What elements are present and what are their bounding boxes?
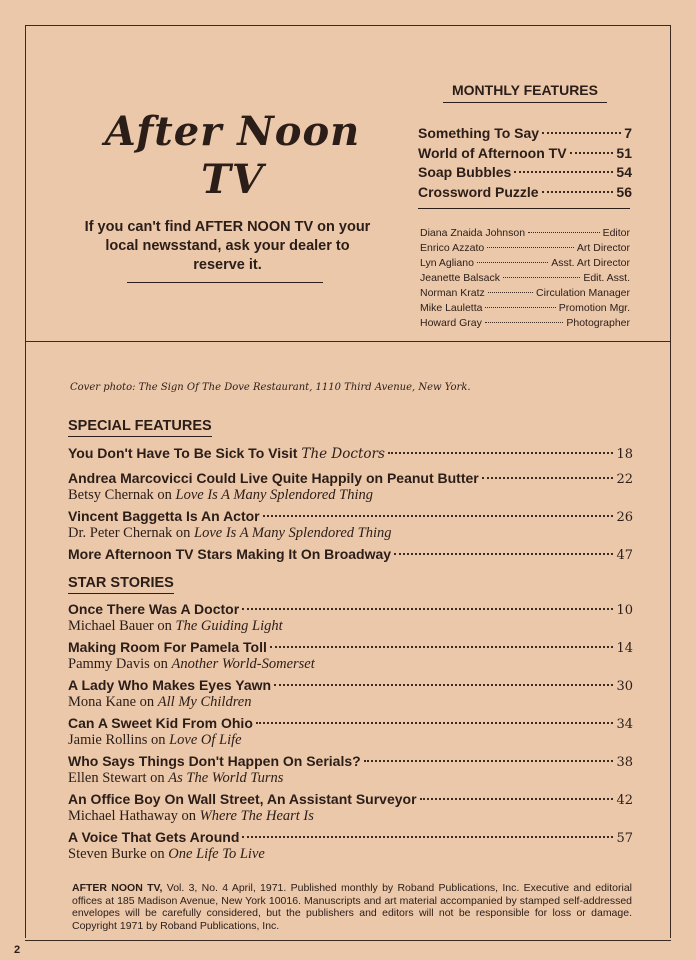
star-stories-list <box>68 600 633 866</box>
dot-leader <box>570 152 614 154</box>
staff-name: Norman Kratz <box>420 287 485 299</box>
staff-name: Diana Znaida Johnson <box>420 227 526 239</box>
entry-title: Who Says Things Don't Happen On Serials? <box>68 753 361 769</box>
logo-line2: TV <box>201 156 264 203</box>
cover-photo-credit: Cover photo: The Sign Of The Dove Restaurant, 1110 Third Avenue, New York. <box>70 382 471 393</box>
entry-byline <box>68 808 633 825</box>
entry-page: 54 <box>616 164 632 180</box>
dot-leader <box>485 322 564 323</box>
entry-title-row <box>68 600 633 618</box>
byline-author: Steven Burke on <box>68 846 165 862</box>
dot-leader <box>242 836 613 838</box>
special-features-list <box>68 444 633 570</box>
byline-author: Mona Kane on <box>68 694 155 710</box>
toc-entry <box>68 828 633 866</box>
rule <box>127 282 323 283</box>
entry-byline <box>68 732 633 749</box>
toc-entry <box>68 444 633 469</box>
dot-leader <box>364 760 614 762</box>
toc-entry <box>418 124 632 144</box>
entry-page: 56 <box>616 183 632 200</box>
entry-title: Crossword Puzzle <box>418 183 539 200</box>
entry-byline <box>68 694 633 711</box>
staff-role: Editor <box>602 227 630 239</box>
rule <box>418 208 630 209</box>
staff-name: Enrico Azzato <box>420 242 485 254</box>
dot-leader <box>242 608 613 610</box>
entry-title-row <box>68 469 633 487</box>
toc-entry <box>418 183 632 203</box>
toc-entry <box>418 163 632 183</box>
footer-rule <box>25 940 671 941</box>
staff-role: Promotion Mgr. <box>558 302 630 314</box>
entry-byline <box>68 846 633 863</box>
byline-author: Ellen Stewart on <box>68 770 165 786</box>
toc-entry <box>68 600 633 638</box>
staff-masthead <box>420 226 630 331</box>
entry-title: More Afternoon TV Stars Making It On Broadway <box>68 546 392 562</box>
entry-page: 57 <box>616 831 633 846</box>
star-stories-heading: STAR STORIES <box>68 575 174 594</box>
entry-title: You Don't Have To Be Sick To Visit <box>68 445 298 461</box>
byline-author: Pammy Davis on <box>68 656 168 672</box>
staff-row <box>420 256 630 271</box>
entry-title-row <box>68 507 633 525</box>
divider <box>25 341 671 342</box>
toc-entry <box>418 144 632 164</box>
staff-row <box>420 241 630 256</box>
byline-author: Betsy Chernak on <box>68 487 172 503</box>
reserve-notice: If you can't find AFTER NOON TV on your local newsstand, ask your dealer to reserve it. <box>84 219 371 273</box>
entry-title-row <box>68 790 633 808</box>
entry-page: 18 <box>616 447 633 462</box>
footer-title: AFTER NOON TV, <box>72 882 163 894</box>
byline-show: Love Is A Many Splendored Thing <box>194 525 392 541</box>
dot-leader <box>514 171 613 173</box>
toc-entry <box>68 469 633 507</box>
byline-show: Love Is A Many Splendored Thing <box>175 487 374 503</box>
dot-leader <box>482 477 614 479</box>
staff-role: Circulation Manager <box>536 287 630 299</box>
staff-role: Edit. Asst. <box>583 272 630 284</box>
byline-show: Where The Heart Is <box>199 808 314 824</box>
staff-row <box>420 286 630 301</box>
staff-name: Lyn Agliano <box>420 257 474 269</box>
logo-line1: After Noon <box>104 108 361 155</box>
page-number: 2 <box>14 944 21 956</box>
entry-page: 26 <box>616 510 633 525</box>
dot-leader <box>256 722 614 724</box>
entry-page: 14 <box>616 641 633 656</box>
byline-author: Dr. Peter Chernak on <box>68 525 191 541</box>
entry-title: Soap Bubbles <box>418 164 512 180</box>
entry-title-row <box>68 444 633 462</box>
toc-entry <box>68 790 633 828</box>
byline-author: Michael Bauer on <box>68 618 172 634</box>
staff-role: Asst. Art Director <box>551 257 630 269</box>
byline-show: The Guiding Light <box>175 618 283 634</box>
entry-title-italic: The Doctors <box>301 446 385 462</box>
staff-role: Art Director <box>576 242 630 254</box>
byline-author: Jamie Rollins on <box>68 732 166 748</box>
entry-page: 34 <box>616 717 633 732</box>
monthly-features-heading: MONTHLY FEATURES <box>443 82 607 103</box>
dot-leader <box>488 292 533 293</box>
entry-title-row <box>68 828 633 846</box>
staff-row <box>420 316 630 331</box>
entry-title: A Lady Who Makes Eyes Yawn <box>68 677 272 693</box>
toc-entry <box>68 714 633 752</box>
entry-title-row <box>68 545 633 563</box>
dot-leader <box>542 132 621 134</box>
entry-title-row <box>68 752 633 770</box>
staff-row <box>420 271 630 286</box>
entry-title: Making Room For Pamela Toll <box>68 639 267 655</box>
special-features-heading: SPECIAL FEATURES <box>68 418 212 437</box>
toc-entry <box>68 507 633 545</box>
dot-leader <box>270 646 614 648</box>
entry-byline <box>68 487 633 504</box>
entry-title-row <box>68 638 633 656</box>
entry-page: 51 <box>616 144 632 161</box>
entry-page: 38 <box>616 755 633 770</box>
staff-row <box>420 226 630 241</box>
staff-name: Mike Lauletta <box>420 302 483 314</box>
entry-page: 47 <box>616 548 633 563</box>
entry-byline <box>68 656 633 673</box>
dot-leader <box>485 307 555 308</box>
entry-page: 42 <box>616 793 633 808</box>
monthly-features-list <box>418 124 632 202</box>
dot-leader <box>477 262 548 263</box>
staff-role: Photographer <box>566 317 630 329</box>
dot-leader <box>528 232 599 233</box>
dot-leader <box>420 798 614 800</box>
toc-entry <box>68 752 633 790</box>
entry-page: 22 <box>616 472 633 487</box>
byline-show: All My Children <box>157 694 252 710</box>
entry-page: 10 <box>616 603 633 618</box>
dot-leader <box>274 684 613 686</box>
byline-show: Love Of Life <box>169 732 242 748</box>
staff-name: Jeanette Balsack <box>420 272 500 284</box>
dot-leader <box>487 247 574 248</box>
byline-show: Another World-Somerset <box>171 656 315 672</box>
entry-title: Once There Was A Doctor <box>68 601 240 617</box>
dot-leader <box>394 553 613 555</box>
magazine-logo <box>60 108 405 204</box>
dot-leader <box>263 515 614 517</box>
entry-title-row <box>68 714 633 732</box>
publication-info <box>72 882 632 933</box>
entry-title: Vincent Baggetta Is An Actor <box>68 508 260 524</box>
entry-title: Andrea Marcovicci Could Live Quite Happily on Peanut Butter <box>68 470 479 486</box>
dot-leader <box>542 191 614 193</box>
entry-title: Can A Sweet Kid From Ohio <box>68 715 253 731</box>
entry-title-row <box>68 676 633 694</box>
staff-name: Howard Gray <box>420 317 482 329</box>
dot-leader <box>503 277 580 278</box>
entry-title: An Office Boy On Wall Street, An Assistant Surveyor <box>68 791 417 807</box>
footer-text: Vol. 3, No. 4 April, 1971. Published monthly by Roband Publications, Inc. Executive and editorial offices at 185 Madison Avenue, New York 10016. Manuscripts and art material accompanied by stamped self-addressed envelopes will be carefully considered, but the publishers and editors will not be responsible for loss or damage. Copyright 1971 by Roband Publications, Inc. <box>72 882 632 933</box>
entry-page: 7 <box>624 125 632 141</box>
staff-row <box>420 301 630 316</box>
byline-show: One Life To Live <box>168 846 265 862</box>
byline-author: Michael Hathaway on <box>68 808 197 824</box>
dot-leader <box>388 452 614 454</box>
toc-entry <box>68 545 633 570</box>
entry-title: World of Afternoon TV <box>418 144 567 161</box>
byline-show: As The World Turns <box>168 770 284 786</box>
entry-byline <box>68 618 633 635</box>
entry-byline <box>68 525 633 542</box>
entry-page: 30 <box>616 679 633 694</box>
entry-title: A Voice That Gets Around <box>68 829 240 845</box>
toc-entry <box>68 676 633 714</box>
entry-title: Something To Say <box>418 125 540 141</box>
toc-entry <box>68 638 633 676</box>
entry-byline <box>68 770 633 787</box>
